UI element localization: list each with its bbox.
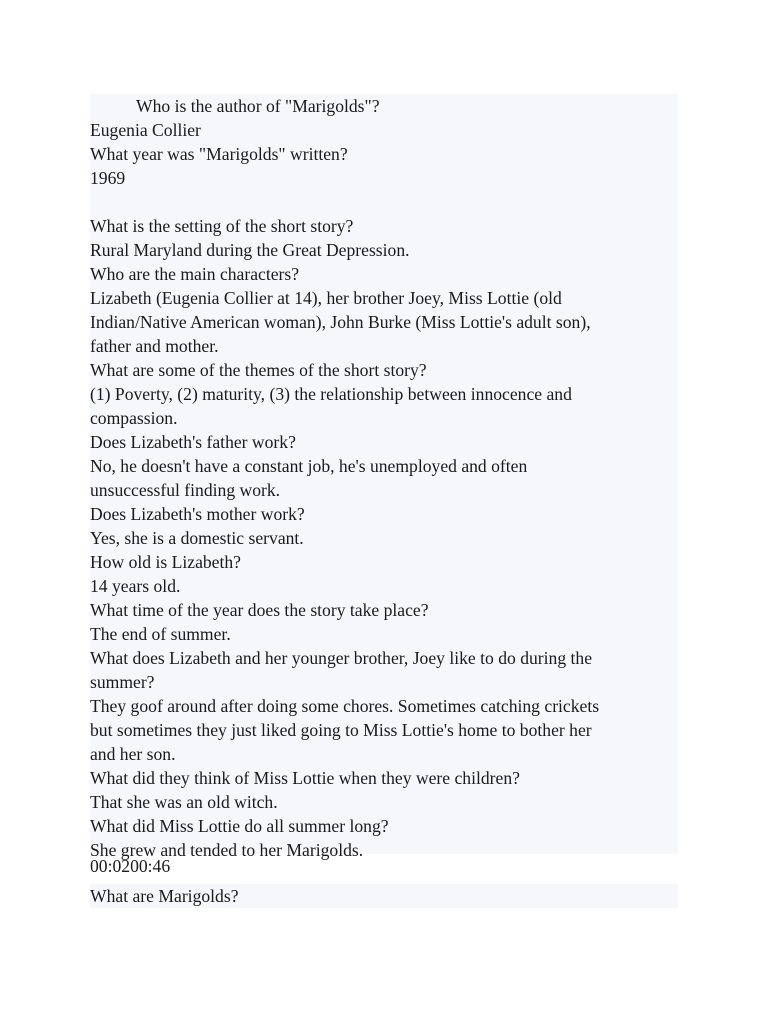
answer-summer-activities-line-2: but sometimes they just liked going to Miss Lottie's home to bother her <box>90 720 592 740</box>
question-age: How old is Lizabeth? <box>90 552 241 572</box>
answer-father-work-line-1: No, he doesn't have a constant job, he's unemployed and often <box>90 456 528 476</box>
question-miss-lottie-summer: What did Miss Lottie do all summer long? <box>90 816 389 836</box>
question-time-of-year: What time of the year does the story take place? <box>90 600 429 620</box>
answer-setting: Rural Maryland during the Great Depression. <box>90 240 410 260</box>
question-themes: What are some of the themes of the short story? <box>90 360 427 380</box>
question-summer-activities-cont: summer? <box>90 672 155 692</box>
answer-father-work-line-2: unsuccessful finding work. <box>90 480 281 500</box>
answer-characters-line-1: Lizabeth (Eugenia Collier at 14), her brother Joey, Miss Lottie (old <box>90 288 562 308</box>
timestamp: 00:0200:46 <box>90 856 171 876</box>
answer-time-of-year: The end of summer. <box>90 624 231 644</box>
question-characters: Who are the main characters? <box>90 264 300 284</box>
question-what-are-marigolds: What are Marigolds? <box>90 886 239 906</box>
question-father-work: Does Lizabeth's father work? <box>90 432 296 452</box>
answer-author: Eugenia Collier <box>90 120 201 140</box>
qa-text-block <box>90 94 678 860</box>
answer-mother-work: Yes, she is a domestic servant. <box>90 528 304 548</box>
answer-age: 14 years old. <box>90 576 181 596</box>
next-question-block <box>90 884 678 908</box>
answer-characters-line-3: father and mother. <box>90 336 219 356</box>
question-mother-work: Does Lizabeth's mother work? <box>90 504 305 524</box>
answer-miss-lottie-summer: She grew and tended to her Marigolds. <box>90 840 364 860</box>
question-author: Who is the author of "Marigolds"? <box>136 96 380 116</box>
answer-themes-line-1: (1) Poverty, (2) maturity, (3) the relationship between innocence and <box>90 384 572 404</box>
answer-miss-lottie-opinion: That she was an old witch. <box>90 792 278 812</box>
answer-year: 1969 <box>90 168 126 188</box>
question-year: What year was "Marigolds" written? <box>90 144 348 164</box>
question-setting: What is the setting of the short story? <box>90 216 354 236</box>
answer-summer-activities-line-1: They goof around after doing some chores. Sometimes catching crickets <box>90 696 600 716</box>
answer-themes-line-2: compassion. <box>90 408 178 428</box>
answer-characters-line-2: Indian/Native American woman), John Burke (Miss Lottie's adult son), <box>90 312 591 332</box>
question-miss-lottie-opinion: What did they think of Miss Lottie when they were children? <box>90 768 520 788</box>
question-summer-activities: What does Lizabeth and her younger brother, Joey like to do during the <box>90 648 593 668</box>
answer-summer-activities-line-3: and her son. <box>90 744 176 764</box>
